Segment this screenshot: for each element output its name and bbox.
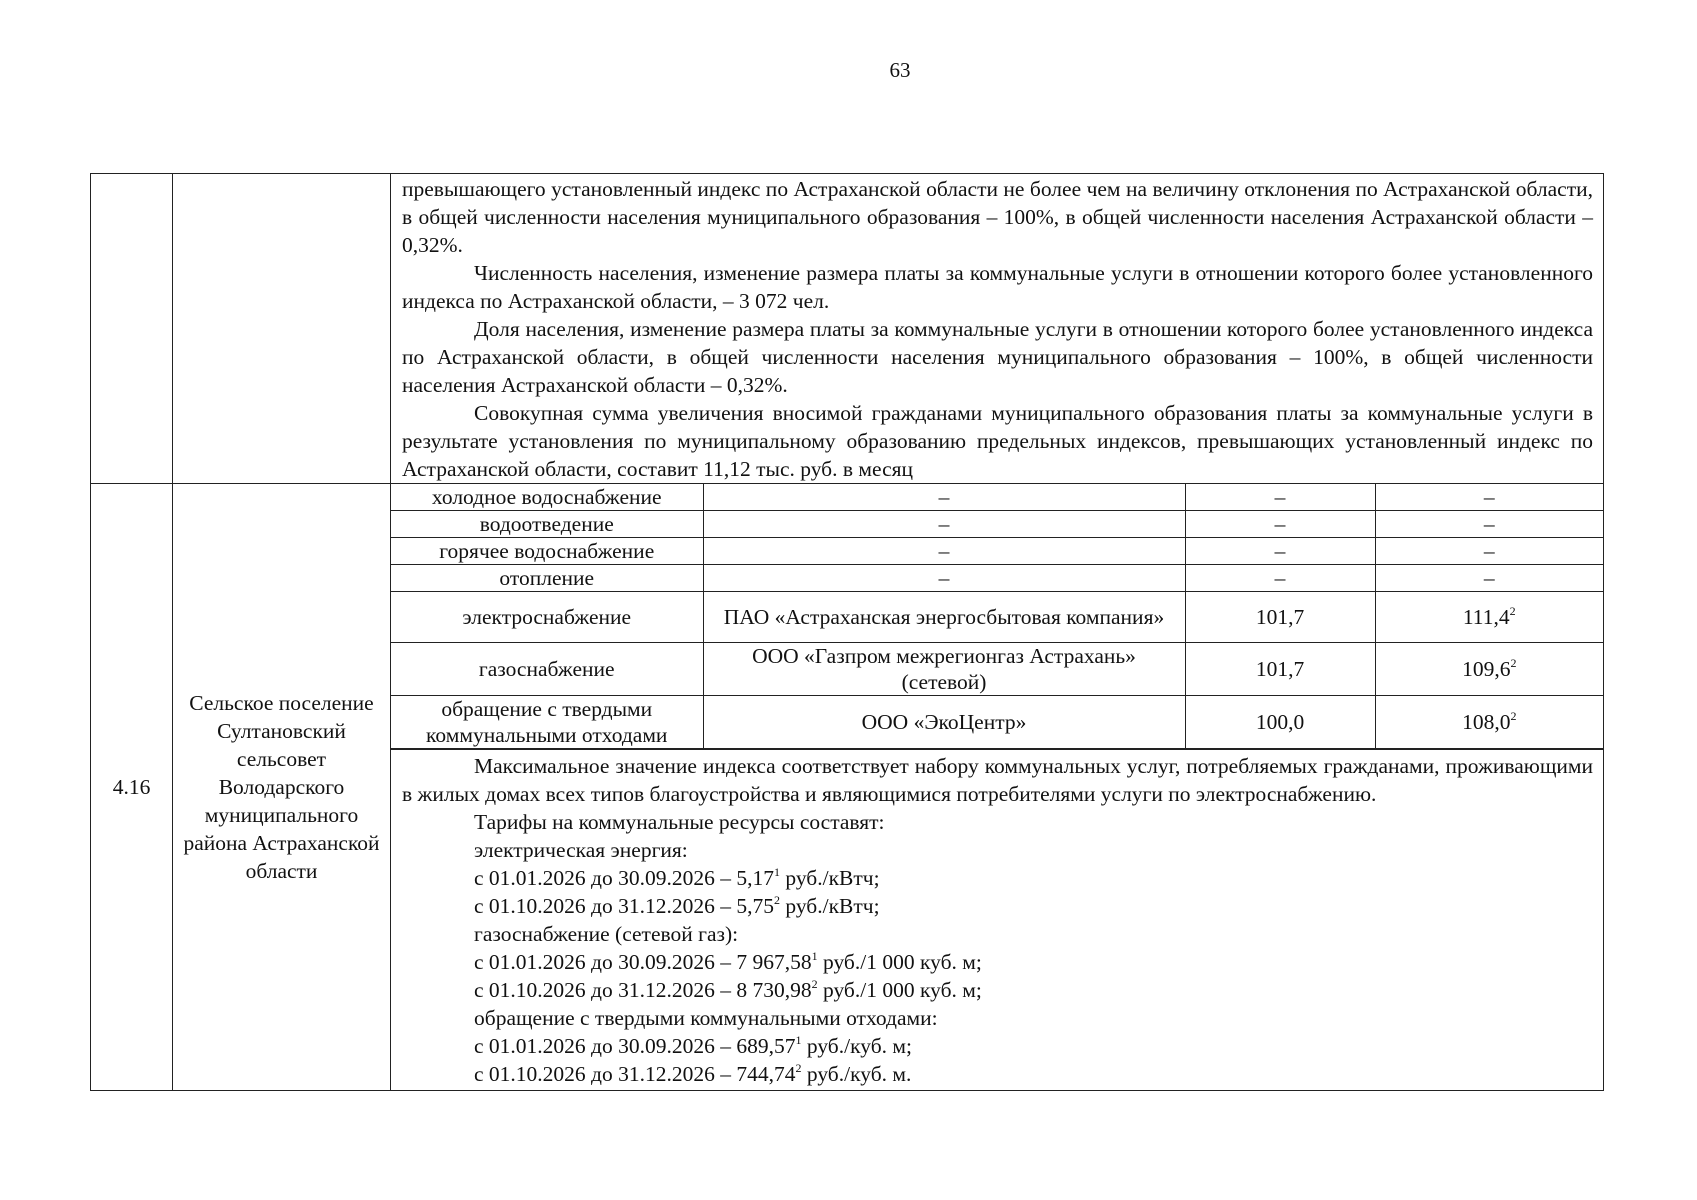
index-value-1: – — [1185, 538, 1375, 565]
index-value-1: – — [1185, 511, 1375, 538]
tariff-text: газоснабжение (сетевой газ): — [474, 922, 739, 946]
tariff-text: электрическая энергия: — [474, 838, 688, 862]
service-row — [391, 538, 1603, 565]
tariff-text: с 01.10.2026 до 31.12.2026 – 744,74 — [474, 1062, 796, 1086]
service-provider: ООО «ЭкоЦентр» — [703, 696, 1185, 749]
tariff-text: обращение с твердыми коммунальными отходами: — [474, 1006, 938, 1030]
footnote-marker: 2 — [1509, 604, 1516, 618]
footnote-marker: 2 — [1510, 656, 1517, 670]
tariff-unit: руб./1 000 куб. м; — [817, 950, 982, 974]
tariffs-heading: Тарифы на коммунальные ресурсы составят: — [474, 810, 885, 834]
max-index-note: Максимальное значение индекса соответствует набору коммунальных услуг, потребляемых гражданами, проживающими в жилых домах всех типов благоустройства и являющимися потребителями услуги по электроснабжению. — [402, 754, 1593, 806]
table-row-continuation — [91, 174, 1604, 484]
tariff-line — [402, 1004, 1593, 1032]
service-name: электроснабжение — [391, 592, 703, 643]
tariff-text: с 01.10.2026 до 31.12.2026 – 8 730,98 — [474, 978, 812, 1002]
service-name: водоотведение — [391, 511, 703, 538]
tariff-text: с 01.01.2026 до 30.09.2026 – 5,17 — [474, 866, 774, 890]
service-row — [391, 696, 1603, 749]
service-row — [391, 484, 1603, 511]
index-value-1: – — [1185, 484, 1375, 511]
row-number-cell-empty — [91, 174, 173, 484]
service-row — [391, 592, 1603, 643]
service-name: горячее водоснабжение — [391, 538, 703, 565]
service-provider: – — [703, 511, 1185, 538]
index-value-2-text: 108,0 — [1462, 710, 1511, 734]
index-value-2-text: 111,4 — [1462, 605, 1510, 629]
index-value-1: 100,0 — [1185, 696, 1375, 749]
service-row — [391, 565, 1603, 592]
tariff-text: с 01.10.2026 до 31.12.2026 – 5,75 — [474, 894, 774, 918]
tariff-text: с 01.01.2026 до 30.09.2026 – 7 967,58 — [474, 950, 812, 974]
service-row — [391, 643, 1603, 696]
index-value-2 — [1375, 643, 1603, 696]
footnote-marker: 2 — [773, 893, 780, 907]
index-value-2 — [1375, 538, 1603, 565]
service-provider: ПАО «Астраханская энергосбытовая компания» — [703, 592, 1185, 643]
page-number: 63 — [889, 58, 911, 82]
service-row — [391, 511, 1603, 538]
index-value-2-text: 109,6 — [1462, 657, 1511, 681]
tariff-line — [402, 1032, 1593, 1060]
index-value-2-text: – — [1483, 539, 1495, 563]
index-value-1: 101,7 — [1185, 643, 1375, 696]
population-count-paragraph: Численность населения, изменение размера платы за коммунальные услуги в отношении которого более установленного индекса по Астраханской области, – 3 072 чел. — [402, 261, 1593, 313]
continuation-text-cell — [391, 174, 1604, 484]
tariff-line — [402, 1060, 1593, 1088]
service-name: газоснабжение — [391, 643, 703, 696]
index-value-2-text: – — [1483, 485, 1495, 509]
service-provider: – — [703, 484, 1185, 511]
footnote-marker: 1 — [811, 949, 818, 963]
tariff-unit: руб./кВтч; — [779, 866, 880, 890]
service-name: холодное водоснабжение — [391, 484, 703, 511]
service-provider: ООО «Газпром межрегионгаз Астрахань» (сетевой) — [703, 643, 1185, 696]
table-row-4-16 — [91, 484, 1604, 1091]
index-value-2-text: – — [1483, 566, 1495, 590]
tariff-line — [402, 864, 1593, 892]
total-sum-paragraph: Совокупная сумма увеличения вносимой гражданами муниципального образования платы за коммунальные услуги в результате установления по муниципальному образованию предельных индексов, превышающих установленный индекс по Астраханской области, составит 11,12 тыс. руб. в месяц — [402, 401, 1593, 481]
index-value-1: 101,7 — [1185, 592, 1375, 643]
services-cell — [391, 484, 1604, 1091]
footnote-marker: 1 — [795, 1033, 802, 1047]
footnote-marker: 2 — [811, 977, 818, 991]
footnote-marker: 1 — [773, 865, 780, 879]
index-value-1: – — [1185, 565, 1375, 592]
index-value-2-text: – — [1483, 512, 1495, 536]
main-table — [90, 173, 1604, 1091]
tariff-line — [402, 948, 1593, 976]
service-provider: – — [703, 538, 1185, 565]
municipality-cell-empty — [173, 174, 391, 484]
tariff-line — [402, 892, 1593, 920]
service-name: обращение с твердыми коммунальными отходами — [391, 696, 703, 749]
services-table — [391, 484, 1603, 749]
tariff-text: с 01.01.2026 до 30.09.2026 – 689,57 — [474, 1034, 796, 1058]
service-name: отопление — [391, 565, 703, 592]
index-value-2 — [1375, 484, 1603, 511]
index-value-2 — [1375, 696, 1603, 749]
tariff-unit: руб./куб. м. — [801, 1062, 912, 1086]
tariff-unit: руб./кВтч; — [779, 894, 880, 918]
tariff-line — [402, 976, 1593, 1004]
service-provider: – — [703, 565, 1185, 592]
tariff-unit: руб./куб. м; — [801, 1034, 912, 1058]
municipality-cell: Сельское поселение Султановский сельсовет Володарского муниципального района Астраханской области — [173, 484, 391, 1091]
index-value-2 — [1375, 565, 1603, 592]
index-value-2 — [1375, 511, 1603, 538]
population-share-paragraph: Доля населения, изменение размера платы за коммунальные услуги в отношении которого более установленного индекса по Астраханской области, в общей численности населения муниципального образования – 100%, в общей численности населения Астраханской области – 0,32%. — [402, 317, 1593, 397]
tariff-line — [402, 920, 1593, 948]
tariffs-block — [391, 749, 1603, 1090]
tariff-line — [402, 836, 1593, 864]
index-value-2 — [1375, 592, 1603, 643]
footnote-marker: 2 — [795, 1061, 802, 1075]
footnote-marker: 2 — [1510, 709, 1517, 723]
continuation-paragraph-1: превышающего установленный индекс по Астраханской области не более чем на величину отклонения по Астраханской области, в общей численности населения муниципального образования – 100%, в общей численности населения Астраханской области – 0,32%. — [402, 177, 1593, 257]
tariff-unit: руб./1 000 куб. м; — [817, 978, 982, 1002]
row-number-cell: 4.16 — [91, 484, 173, 1091]
